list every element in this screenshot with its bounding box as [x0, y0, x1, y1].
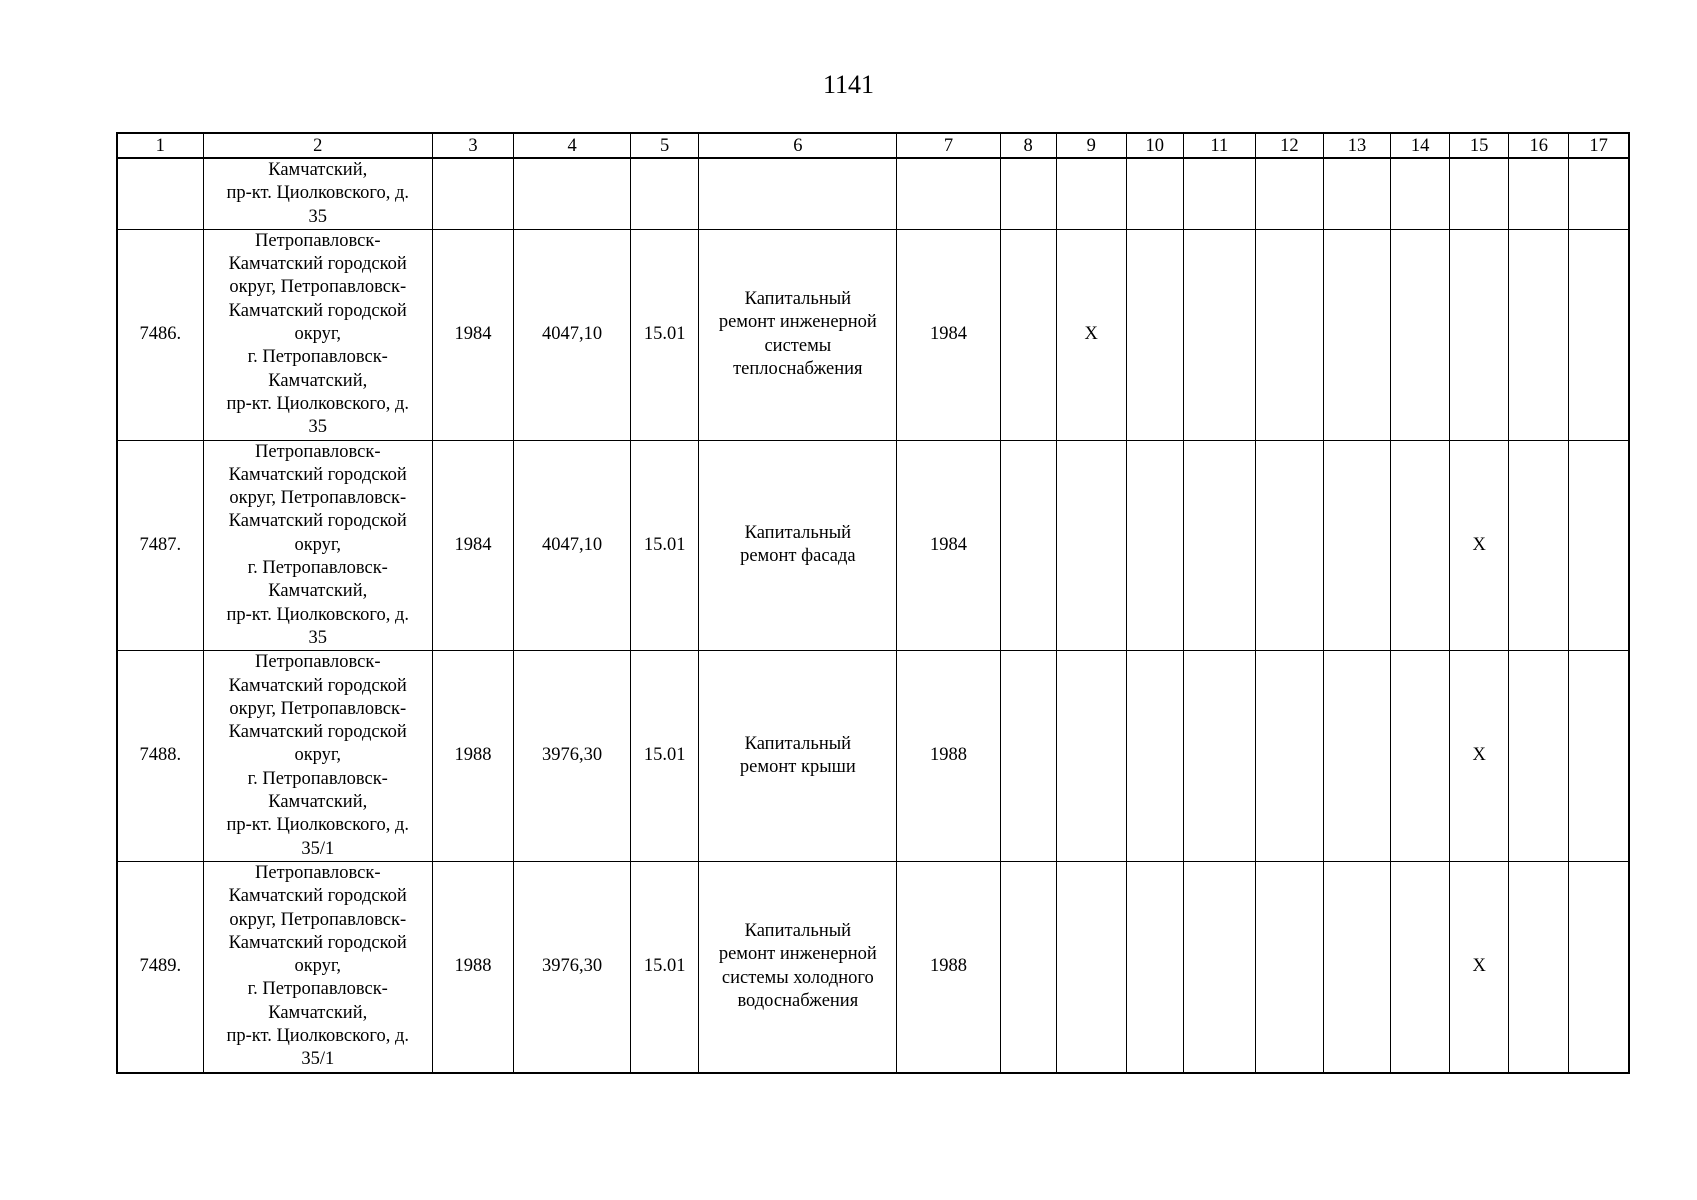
mark-cell [1183, 440, 1255, 651]
table-row [117, 229, 1629, 440]
mark-cell [1126, 158, 1183, 229]
code-cell: 15.01 [631, 229, 699, 440]
address-line: пр-кт. Циолковского, д. [226, 815, 410, 836]
address-line: 35/1 [301, 838, 335, 859]
address-line: округ, Петропавловск- [229, 698, 407, 719]
column-header: 8 [1000, 133, 1056, 158]
mark-cell: X [1450, 861, 1509, 1072]
row-number-cell: 7487. [117, 440, 203, 651]
work-type-line: ремонт фасада [740, 546, 856, 567]
work-type-line: Капитальный [744, 523, 852, 544]
work-type-line: ремонт инженерной [718, 312, 877, 333]
column-header: 6 [699, 133, 897, 158]
address-line: Камчатский, [268, 160, 368, 180]
address-line: Петропавловск- [255, 441, 381, 462]
mark-cell: X [1056, 229, 1126, 440]
address-line: Камчатский городской [228, 722, 407, 743]
column-header: 10 [1126, 133, 1183, 158]
mark-cell [1255, 158, 1323, 229]
address-line: Камчатский городской [228, 254, 407, 275]
column-header: 7 [897, 133, 1000, 158]
address-cell [203, 440, 432, 651]
column-header: 9 [1056, 133, 1126, 158]
area-cell: 3976,30 [514, 861, 631, 1072]
mark-cell [1391, 651, 1450, 862]
work-type-cell [699, 229, 897, 440]
column-header: 13 [1323, 133, 1390, 158]
mark-cell [1450, 158, 1509, 229]
address-line: пр-кт. Циолковского, д. [226, 393, 410, 414]
address-line: Петропавловск- [255, 230, 381, 251]
mark-cell [1391, 440, 1450, 651]
work-type-line: ремонт инженерной [718, 944, 877, 965]
mark-cell [1323, 861, 1390, 1072]
work-type-line: теплоснабжения [733, 359, 863, 380]
address-line: округ, [294, 324, 342, 345]
page-number: 1141 [822, 70, 875, 99]
year-cell: 1988 [432, 861, 513, 1072]
column-header: 11 [1183, 133, 1255, 158]
column-header: 16 [1509, 133, 1569, 158]
address-line: округ, Петропавловск- [229, 277, 407, 298]
column-header: 4 [514, 133, 631, 158]
column-header: 15 [1450, 133, 1509, 158]
address-cell [203, 229, 432, 440]
column-header: 3 [432, 133, 513, 158]
area-cell [514, 158, 631, 229]
mark-cell [1509, 651, 1569, 862]
year-cell: 1988 [432, 651, 513, 862]
mark-cell [1569, 651, 1629, 862]
row-number-cell: 7488. [117, 651, 203, 862]
address-line: 35 [308, 627, 327, 648]
mark-cell [1000, 158, 1056, 229]
work-type-cell [699, 861, 897, 1072]
address-line: 35/1 [301, 1049, 335, 1070]
area-cell: 3976,30 [514, 651, 631, 862]
address-cell [203, 651, 432, 862]
work-type-cell [699, 158, 897, 229]
area-cell: 4047,10 [514, 229, 631, 440]
mark-cell [1255, 440, 1323, 651]
address-line: Камчатский, [268, 792, 368, 813]
column-header: 2 [203, 133, 432, 158]
mark-cell [1255, 229, 1323, 440]
address-line: округ, [294, 745, 342, 766]
address-line: Петропавловск- [255, 862, 381, 883]
mark-cell [1509, 440, 1569, 651]
address-line: Камчатский городской [228, 886, 407, 907]
registry-table [116, 132, 1630, 1074]
mark-cell [1569, 229, 1629, 440]
mark-cell [1255, 651, 1323, 862]
year-cell: 1988 [897, 861, 1000, 1072]
mark-cell [1126, 229, 1183, 440]
code-cell: 15.01 [631, 651, 699, 862]
mark-cell [1183, 229, 1255, 440]
address-line: округ, Петропавловск- [229, 909, 407, 930]
address-line: г. Петропавловск- [247, 979, 388, 1000]
mark-cell [1391, 861, 1450, 1072]
table-row [117, 651, 1629, 862]
mark-cell [1391, 158, 1450, 229]
code-cell: 15.01 [631, 440, 699, 651]
year-cell: 1984 [432, 440, 513, 651]
address-line: пр-кт. Циолковского, д. [226, 1025, 410, 1046]
address-line: Камчатский городской [228, 511, 407, 532]
address-line: г. Петропавловск- [247, 558, 388, 579]
address-line: г. Петропавловск- [247, 347, 388, 368]
year-cell: 1984 [897, 229, 1000, 440]
mark-cell [1056, 158, 1126, 229]
address-cell [203, 861, 432, 1072]
address-line: округ, [294, 534, 342, 555]
mark-cell [1391, 229, 1450, 440]
mark-cell [1323, 229, 1390, 440]
mark-cell [1056, 861, 1126, 1072]
mark-cell [1569, 158, 1629, 229]
table-row-continuation [117, 158, 1629, 229]
mark-cell [1323, 651, 1390, 862]
row-number-cell: 7489. [117, 861, 203, 1072]
column-header: 14 [1391, 133, 1450, 158]
work-type-line: Капитальный [744, 733, 852, 754]
address-line: Камчатский городской [228, 675, 407, 696]
row-number-cell [117, 158, 203, 229]
mark-cell [1056, 651, 1126, 862]
mark-cell [1569, 861, 1629, 1072]
year-cell [897, 158, 1000, 229]
mark-cell [1000, 861, 1056, 1072]
mark-cell [1183, 861, 1255, 1072]
address-line: 35 [308, 206, 327, 227]
work-type-cell [699, 651, 897, 862]
address-line: Камчатский, [268, 581, 368, 602]
mark-cell [1569, 440, 1629, 651]
column-header: 1 [117, 133, 203, 158]
work-type-line: системы холодного [721, 967, 874, 988]
address-line: пр-кт. Циолковского, д. [226, 604, 410, 625]
column-number-row [117, 133, 1629, 158]
mark-cell [1056, 440, 1126, 651]
mark-cell [1126, 861, 1183, 1072]
area-cell: 4047,10 [514, 440, 631, 651]
work-type-line: водоснабжения [737, 991, 859, 1012]
address-line: Камчатский городской [228, 932, 407, 953]
address-line: Камчатский городской [228, 464, 407, 485]
mark-cell [1126, 440, 1183, 651]
address-line: Камчатский, [268, 1002, 368, 1023]
mark-cell [1323, 440, 1390, 651]
mark-cell [1000, 440, 1056, 651]
address-line: Петропавловск- [255, 652, 381, 673]
code-cell: 15.01 [631, 861, 699, 1072]
year-cell: 1984 [432, 229, 513, 440]
address-cell [203, 158, 432, 229]
address-line: округ, Петропавловск- [229, 488, 407, 509]
address-line: округ, [294, 956, 342, 977]
mark-cell: X [1450, 440, 1509, 651]
address-line: пр-кт. Циолковского, д. [226, 183, 410, 204]
column-header: 17 [1569, 133, 1629, 158]
year-cell: 1988 [897, 651, 1000, 862]
column-header: 5 [631, 133, 699, 158]
year-cell [432, 158, 513, 229]
mark-cell: X [1450, 651, 1509, 862]
address-line: 35 [308, 417, 327, 438]
mark-cell [1126, 651, 1183, 862]
address-line: Камчатский городской [228, 300, 407, 321]
work-type-line: Капитальный [744, 921, 852, 942]
column-header: 12 [1255, 133, 1323, 158]
table-row [117, 861, 1629, 1072]
work-type-cell [699, 440, 897, 651]
mark-cell [1183, 651, 1255, 862]
mark-cell [1255, 861, 1323, 1072]
mark-cell [1183, 158, 1255, 229]
table-row [117, 440, 1629, 651]
address-line: г. Петропавловск- [247, 768, 388, 789]
mark-cell [1000, 229, 1056, 440]
row-number-cell: 7486. [117, 229, 203, 440]
year-cell: 1984 [897, 440, 1000, 651]
address-line: Камчатский, [268, 370, 368, 391]
mark-cell [1509, 229, 1569, 440]
mark-cell [1450, 229, 1509, 440]
work-type-line: ремонт крыши [739, 757, 856, 778]
mark-cell [1323, 158, 1390, 229]
mark-cell [1509, 158, 1569, 229]
mark-cell [1000, 651, 1056, 862]
work-type-line: Капитальный [744, 289, 852, 310]
mark-cell [1509, 861, 1569, 1072]
code-cell [631, 158, 699, 229]
work-type-line: системы [764, 335, 832, 356]
